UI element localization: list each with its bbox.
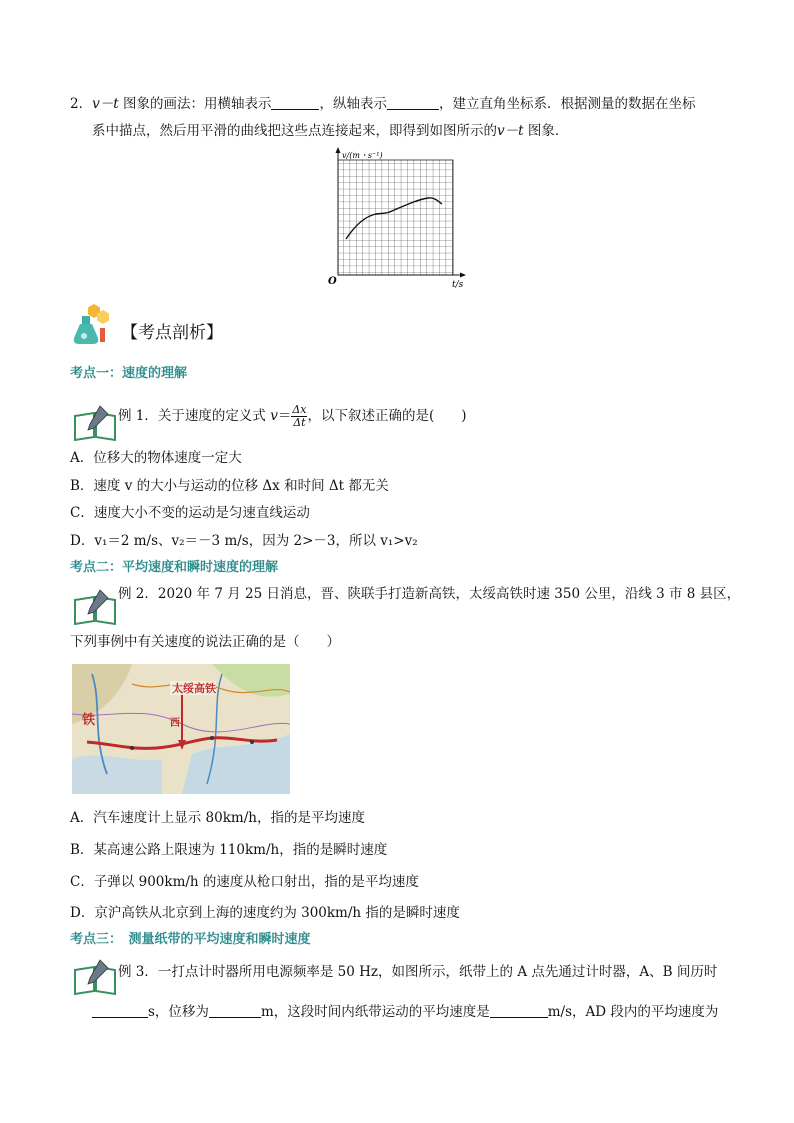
item2-line2: [92, 121, 568, 141]
text-segment: ，建立直角坐标系．根据测量的数据在坐标: [438, 96, 696, 112]
example-label: 例 2．: [118, 586, 158, 602]
fraction-numerator: Δx: [292, 403, 307, 416]
ex2-option-b[interactable]: B．某高速公路上限速为 110km/h，指的是瞬时速度: [70, 842, 388, 858]
ex2-question-line2: 下列事例中有关速度的说法正确的是（ ）: [70, 634, 340, 650]
item-number: 2．: [70, 96, 93, 112]
ex2-option-a[interactable]: A．汽车速度计上显示 80km/h，指的是平均速度: [70, 810, 365, 826]
ex1-option-c[interactable]: C．速度大小不变的运动是匀速直线运动: [70, 505, 310, 521]
velocity-fraction: [291, 404, 307, 429]
ex2-option-c[interactable]: C．子弹以 900km/h 的速度从枪口射出，指的是平均速度: [70, 874, 419, 890]
text-segment: 系中描点，然后用平滑的曲线把这些点连接起来，即得到如图所示的: [92, 123, 497, 139]
text-segment: 一打点计时器所用电源频率是 50 Hz，如图所示，纸带上的 A 点先通过计时器，A、B 间历时: [157, 964, 718, 980]
map-label-char2: 西: [170, 718, 180, 729]
graph-origin: O: [328, 276, 337, 287]
vt-symbol: v－t: [497, 123, 524, 139]
map-label-char1: 铁: [82, 713, 96, 728]
answer-blank[interactable]: [490, 1004, 548, 1018]
book-pencil-icon: [72, 404, 118, 442]
answer-blank[interactable]: [92, 1004, 148, 1018]
text-segment: ，以下叙述正确的是( ): [307, 408, 467, 424]
ex3-question-line2: [92, 1002, 718, 1022]
book-pencil-icon: [72, 958, 118, 996]
answer-blank[interactable]: [209, 1004, 261, 1018]
text-segment: m/s，AD 段内的平均速度为: [547, 1004, 719, 1020]
kp1-title: 考点一：速度的理解: [70, 366, 188, 381]
section-title: 【考点剖析】: [121, 323, 223, 343]
text-segment: s，位移为: [148, 1004, 209, 1020]
item2-line1: [70, 94, 695, 114]
text-segment: 2020 年 7 月 25 日消息，晋、陕联手打造新高铁，太绥高铁时速 350 公里，沿线 3 市 8 县区，: [157, 586, 741, 602]
vt-symbol: v－t: [92, 96, 119, 112]
answer-blank[interactable]: [271, 96, 319, 110]
ex1-option-d[interactable]: D．v₁＝2 m/s、v₂＝－3 m/s，因为 2>－3，所以 v₁>v₂: [70, 533, 418, 549]
ex1-option-b[interactable]: B．速度 v 的大小与运动的位移 Δx 和时间 Δt 都无关: [70, 478, 389, 494]
example-label: 例 1．: [118, 408, 158, 424]
example-label: 例 3．: [118, 964, 158, 980]
graph-grid: [338, 160, 453, 275]
ex2-question-line1: [118, 584, 740, 604]
kp3-title: 考点三： 测量纸带的平均速度和瞬时速度: [70, 932, 311, 947]
graph-ylabel: v/(m・s⁻¹): [342, 151, 383, 160]
text-segment: 关于速度的定义式: [157, 408, 271, 424]
text-segment: 图象．: [523, 123, 569, 139]
text-segment: ，纵轴表示: [319, 96, 387, 112]
x-axis-arrow: [460, 273, 466, 278]
graph-xlabel: t/s: [452, 280, 464, 290]
v-symbol: v: [270, 408, 278, 424]
ex1-option-a[interactable]: A．位移大的物体速度一定大: [70, 450, 242, 466]
vt-graph: [324, 144, 470, 290]
ex1-question: [118, 404, 467, 429]
railway-map: [72, 664, 290, 794]
ex3-question-line1: [118, 962, 717, 982]
text-segment: m，这段时间内纸带运动的平均速度是: [260, 1004, 490, 1020]
map-label-railway: 太绥高铁: [172, 682, 216, 695]
fraction-denominator: Δt: [293, 416, 306, 429]
kp2-title: 考点二：平均速度和瞬时速度的理解: [70, 560, 279, 575]
text-segment: 图象的画法：用横轴表示: [118, 96, 272, 112]
y-axis-arrow: [336, 147, 341, 153]
ex2-option-d[interactable]: D．京沪高铁从北京到上海的速度约为 300km/h 指的是瞬时速度: [70, 905, 460, 921]
equals-sign: ＝: [277, 408, 292, 424]
answer-blank[interactable]: [387, 96, 439, 110]
flask-icon: [70, 302, 118, 346]
book-pencil-icon: [72, 588, 118, 626]
